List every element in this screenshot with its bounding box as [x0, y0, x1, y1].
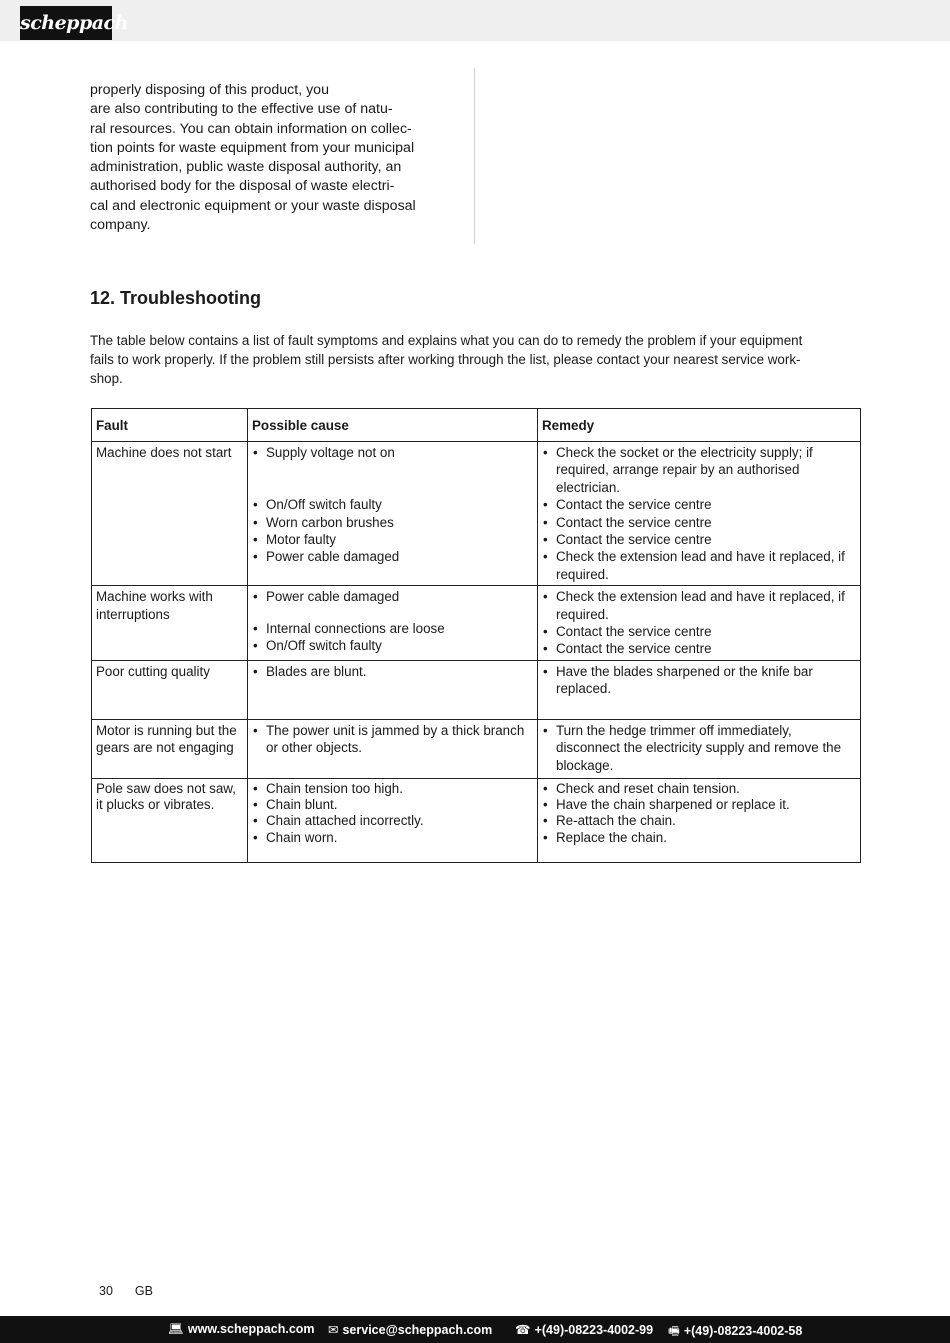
remedy-item: • Contact the service centre	[542, 496, 856, 513]
intro-line: tion points for waste equipment from your municipal	[90, 139, 415, 156]
remedy-item: • Check the socket or the electricity supply; if required, arrange repair by an authorised electrician.	[542, 444, 856, 496]
troubleshooting-table	[91, 408, 861, 863]
fault-cell: Pole saw does not saw, it plucks or vibrates.	[92, 778, 248, 862]
remedy-cell	[538, 586, 861, 661]
table-row	[92, 660, 861, 719]
remedy-item: • Turn the hedge trimmer off immediately, disconnect the electricity supply and remove the blockage.	[542, 722, 856, 774]
remedy-item: • Contact the service centre	[542, 531, 856, 548]
section-title: 12. Troubleshooting	[90, 288, 262, 308]
page-number	[99, 1284, 175, 1298]
fax-icon: 🖷︎	[668, 1324, 680, 1338]
intro-paragraph	[90, 81, 430, 235]
website-link[interactable]: www.scheppach.com	[187, 1322, 315, 1336]
header-remedy: Remedy	[538, 409, 861, 442]
lead-line: fails to work properly. If the problem still persists after working through the list, please contact your nearest service work-	[90, 352, 801, 367]
table-row	[92, 719, 861, 778]
section-lead	[90, 331, 850, 388]
intro-line: are also contributing to the effective use of natu-	[90, 101, 393, 118]
header-possible-cause: Possible cause	[248, 409, 538, 442]
remedy-cell	[538, 442, 861, 586]
remedy-item: • Check and reset chain tension.	[542, 781, 856, 797]
mail-icon: ✉︎	[328, 1323, 339, 1337]
cause-cell	[248, 660, 538, 719]
lead-line: shop.	[90, 371, 123, 386]
cause-item: • On/Off switch faulty	[252, 496, 533, 513]
footer-web[interactable]	[168, 1322, 315, 1337]
page-number-value: 30	[99, 1284, 113, 1298]
table-header-row	[92, 409, 861, 442]
intro-line: authorised body for the disposal of waste electri-	[90, 178, 395, 195]
cause-item: • Chain attached incorrectly.	[252, 813, 533, 829]
cause-item: • Power cable damaged	[252, 588, 533, 605]
fault-cell: Machine works with interruptions	[92, 586, 248, 661]
fault-cell: Poor cutting quality	[92, 660, 248, 719]
table-row	[92, 778, 861, 862]
cause-item: • The power unit is jammed by a thick branch or other objects.	[252, 722, 533, 757]
cause-item: • Chain worn.	[252, 830, 533, 846]
intro-line: cal and electronic equipment or your waste disposal	[90, 197, 416, 214]
table-row	[92, 586, 861, 661]
cause-item: • Internal connections are loose	[252, 620, 533, 637]
intro-line: properly disposing of this product, you	[90, 82, 329, 98]
cause-item: • Chain blunt.	[252, 797, 533, 813]
remedy-item: • Contact the service centre	[542, 514, 856, 531]
footer-phone	[515, 1322, 653, 1337]
remedy-cell	[538, 719, 861, 778]
cause-item: • Supply voltage not on	[252, 444, 533, 461]
cause-item: • Blades are blunt.	[252, 663, 533, 680]
remedy-cell	[538, 660, 861, 719]
remedy-item: • Check the extension lead and have it replaced, if required.	[542, 588, 856, 623]
page-language: GB	[134, 1284, 153, 1298]
computer-icon: 💻︎	[168, 1322, 184, 1336]
header-bar	[0, 0, 950, 41]
lead-line: The table below contains a list of fault symptoms and explains what you can do to remedy the problem if your equipment	[90, 333, 803, 348]
intro-line: administration, public waste disposal authority, an	[90, 159, 402, 176]
fax-number: +(49)-08223-4002-58	[683, 1324, 803, 1338]
cause-cell	[248, 586, 538, 661]
remedy-item: • Have the chain sharpened or replace it.	[542, 797, 856, 813]
footer-fax	[668, 1322, 802, 1343]
remedy-item: • Re-attach the chain.	[542, 813, 856, 829]
intro-line: company.	[90, 217, 151, 234]
footer-email[interactable]	[328, 1322, 492, 1337]
fault-cell: Motor is running but the gears are not engaging	[92, 719, 248, 778]
remedy-item: • Contact the service centre	[542, 623, 856, 640]
phone-number: +(49)-08223-4002-99	[534, 1323, 654, 1337]
remedy-cell	[538, 778, 861, 862]
intro-line: ral resources. You can obtain information on collec-	[90, 120, 412, 137]
cause-cell	[248, 719, 538, 778]
scheppach-logo: scheppach	[20, 6, 112, 40]
cause-item: • Worn carbon brushes	[252, 514, 533, 531]
cause-item: • On/Off switch faulty	[252, 637, 533, 654]
remedy-item: • Replace the chain.	[542, 830, 856, 846]
remedy-item: • Contact the service centre	[542, 640, 856, 657]
cause-cell	[248, 442, 538, 586]
table-row	[92, 442, 861, 586]
fault-cell: Machine does not start	[92, 442, 248, 586]
column-divider	[474, 68, 475, 244]
cause-cell	[248, 778, 538, 862]
header-fault: Fault	[92, 409, 248, 442]
cause-item: • Chain tension too high.	[252, 781, 533, 797]
phone-icon: ☎︎	[515, 1323, 531, 1337]
cause-item: • Power cable damaged	[252, 548, 533, 565]
remedy-item: • Check the extension lead and have it replaced, if required.	[542, 548, 856, 583]
remedy-item: • Have the blades sharpened or the knife bar replaced.	[542, 663, 856, 698]
email-link[interactable]: service@scheppach.com	[342, 1323, 493, 1337]
footer-bar	[0, 1316, 950, 1343]
cause-item: • Motor faulty	[252, 531, 533, 548]
